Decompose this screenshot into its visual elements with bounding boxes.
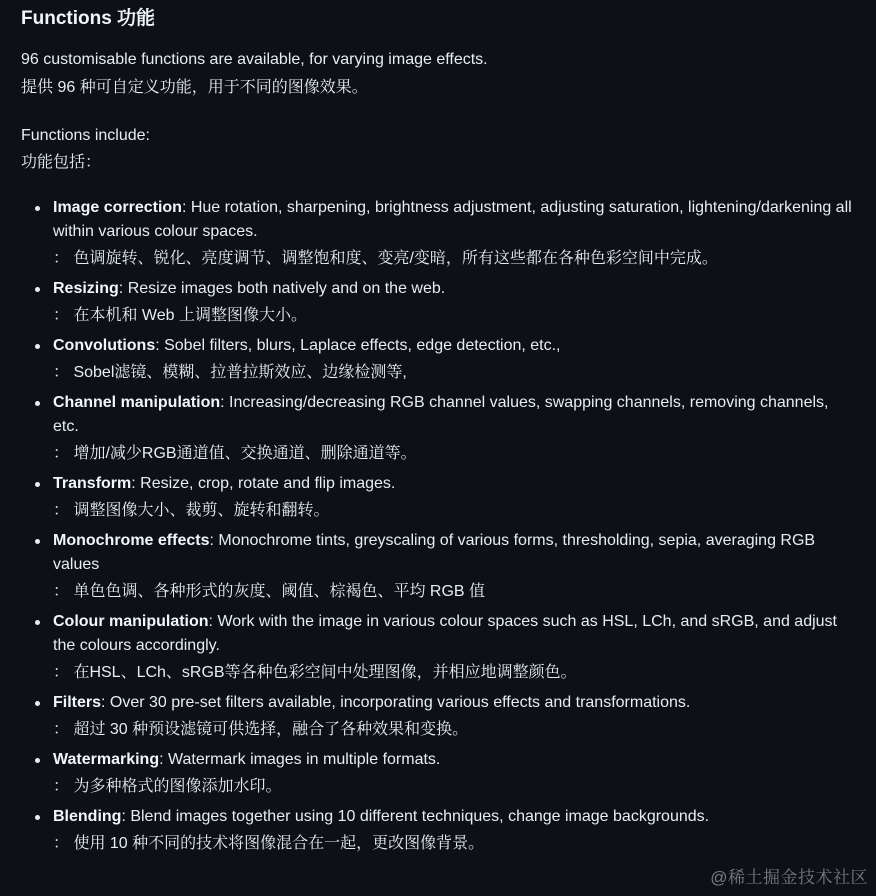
feature-title: Watermarking xyxy=(53,751,160,768)
document-page xyxy=(21,6,856,862)
feature-description: : Over 30 pre-set filters available, incorporating various effects and transformations. xyxy=(101,694,691,711)
feature-title: Channel manipulation xyxy=(53,394,221,411)
feature-description: : Blend images together using 10 different techniques, change image backgrounds. xyxy=(121,808,710,825)
includes-paragraph xyxy=(21,122,856,176)
intro-paragraph xyxy=(21,46,856,102)
list-item xyxy=(21,748,856,799)
intro-english: 96 customisable functions are available, for varying image effects. xyxy=(21,51,488,68)
feature-chinese-description: ： Sobel滤镜、模糊、拉普拉斯效应、边缘检测等, xyxy=(53,364,407,381)
list-item xyxy=(21,277,856,328)
feature-chinese-description: ： 为多种格式的图像添加水印。 xyxy=(53,778,282,795)
feature-chinese-description: ： 增加/减少RGB通道值、交换通道、删除通道等。 xyxy=(53,445,417,462)
feature-title: Blending xyxy=(53,808,122,825)
includes-english: Functions include: xyxy=(21,127,150,144)
feature-chinese-description: ： 单色色调、各种形式的灰度、阈值、棕褐色、平均 RGB 值 xyxy=(53,583,486,600)
feature-title: Image correction xyxy=(53,199,182,216)
feature-description: : Sobel filters, blurs, Laplace effects, edge detection, etc., xyxy=(155,337,561,354)
list-item xyxy=(21,196,856,271)
includes-chinese: 功能包括： xyxy=(21,154,102,171)
feature-title: Filters xyxy=(53,694,102,711)
feature-description: : Resize, crop, rotate and flip images. xyxy=(131,475,396,492)
intro-chinese: 提供 96 种可自定义功能，用于不同的图像效果。 xyxy=(21,79,368,96)
feature-title: Convolutions xyxy=(53,337,156,354)
feature-description: : Work with the image in various colour spaces such as HSL, LCh, and sRGB, and adjust the colours accordingly. xyxy=(53,613,837,654)
feature-chinese-description: ： 调整图像大小、裁剪、旋转和翻转。 xyxy=(53,502,330,519)
list-item xyxy=(21,391,856,466)
section-title: Functions 功能 xyxy=(21,8,156,29)
feature-chinese-description: ： 使用 10 种不同的技术将图像混合在一起，更改图像背景。 xyxy=(53,835,485,852)
feature-chinese-description: ： 在本机和 Web 上调整图像大小。 xyxy=(53,307,307,324)
list-item xyxy=(21,691,856,742)
feature-title: Transform xyxy=(53,475,132,492)
feature-title: Colour manipulation xyxy=(53,613,209,630)
feature-description: : Resize images both natively and on the web. xyxy=(118,280,446,297)
feature-description: : Watermark images in multiple formats. xyxy=(159,751,441,768)
feature-chinese-description: ： 色调旋转、锐化、亮度调节、调整饱和度、变亮/变暗，所有这些都在各种色彩空间中完成。 xyxy=(53,250,718,267)
list-item xyxy=(21,805,856,856)
feature-description: : Monochrome tints, greyscaling of various forms, thresholding, sepia, averaging RGB values xyxy=(53,532,816,573)
feature-description: : Hue rotation, sharpening, brightness adjustment, adjusting saturation, lightening/darkening all within various colour spaces. xyxy=(53,199,852,240)
source-watermark: @稀土掘金技术社区 xyxy=(710,868,868,887)
feature-chinese-description: ： 在HSL、LCh、sRGB等各种色彩空间中处理图像，并相应地调整颜色。 xyxy=(53,664,577,681)
feature-chinese-description: ： 超过 30 种预设滤镜可供选择，融合了各种效果和变换。 xyxy=(53,721,469,738)
feature-list xyxy=(21,196,856,856)
feature-description: : Increasing/decreasing RGB channel values, swapping channels, removing channels, etc. xyxy=(53,394,829,435)
list-item xyxy=(21,472,856,523)
list-item xyxy=(21,610,856,685)
list-item xyxy=(21,529,856,604)
feature-title: Resizing xyxy=(53,280,119,297)
feature-title: Monochrome effects xyxy=(53,532,210,549)
list-item xyxy=(21,334,856,385)
